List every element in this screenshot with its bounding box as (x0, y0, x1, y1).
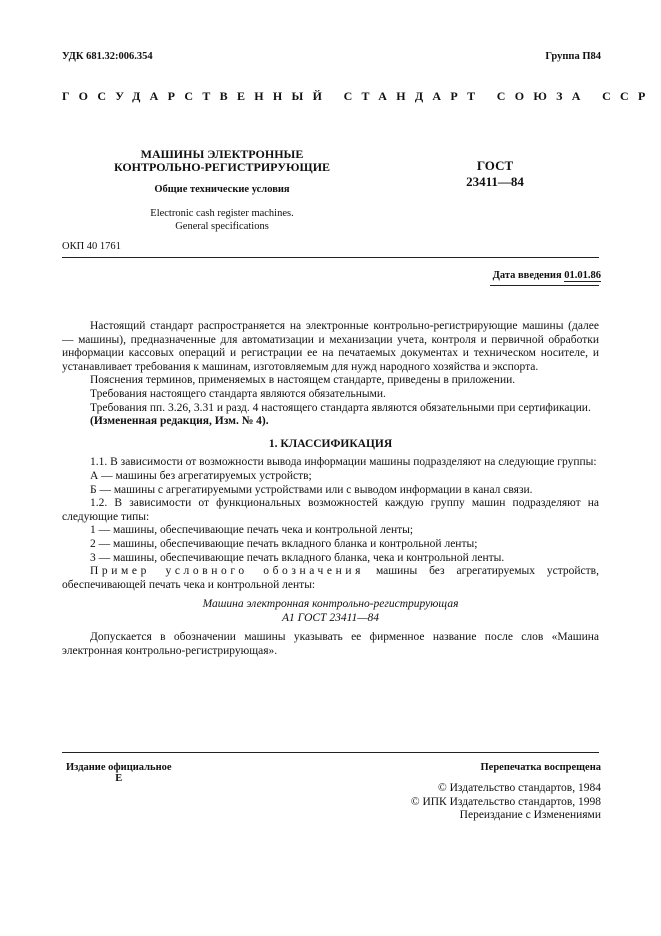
type-1: 1 — машины, обеспечивающие печать чека и контрольной ленты; (90, 524, 414, 537)
intro-paragraph: Настоящий стандарт распространяется на электронные контрольно-регистрирующие машины (далее — машины), предназначенные для автоматизации и механизации учета, контроля и первичной обработки информации кассовых операций и регистрации ее на печатаемых документах и техническом носителе, и устанавливает требования к машинам, изготовляемым для нужд народного хозяйства и экспорта. (62, 320, 599, 373)
intro-date-value: 01.01.86 (564, 270, 601, 281)
gost-designation (440, 158, 550, 190)
official-edition-label: Издание официальное (66, 762, 172, 773)
intro-date (493, 270, 601, 281)
udk-code: УДК 681.32:006.354 (62, 51, 153, 62)
group-a: А — машины без агрегатируемых устройств; (90, 469, 312, 482)
standard-title: ГОСУДАРСТВЕННЫЙ СТАНДАРТ СОЮЗА ССР (62, 89, 655, 103)
intro-date-label: Дата введения (492, 270, 562, 281)
copyright-1998: © ИПК Издательство стандартов, 1998 (410, 795, 601, 808)
reissue-notice: Переиздание с Изменениями (459, 809, 601, 822)
official-edition-mark: Е (115, 773, 123, 784)
title-line-1: МАШИНЫ ЭЛЕКТРОННЫЕ (140, 147, 304, 161)
intro-terms: Пояснения терминов, применяемых в настоящем стандарте, приведены в приложении. (90, 374, 516, 387)
intro-certification: Требования пп. 3.26, 3.31 и разд. 4 настоящего стандарта являются обязательными при сертификации. (90, 401, 591, 414)
title-subtitle: Общие технические условия (154, 184, 290, 195)
title-english-2: General specifications (175, 221, 269, 232)
gost-number: 23411—84 (466, 174, 524, 189)
title-english-1: Electronic cash register machines. (150, 208, 294, 219)
intro-date-rule (490, 285, 599, 286)
header-divider (62, 257, 599, 258)
type-2: 2 — машины, обеспечивающие печать вкладного бланка и контрольной ленты; (90, 537, 478, 550)
example-paragraph (62, 565, 599, 592)
intro-amendment: (Измененная редакция, Изм. № 4). (90, 415, 269, 428)
allowed-paragraph: Допускается в обозначении машины указывать ее фирменное название после слов «Машина электронная контрольно-регистрирующая». (62, 631, 599, 658)
designation-line-1: Машина электронная контрольно-регистрирующая (202, 598, 459, 611)
type-3: 3 — машины, обеспечивающие печать вкладного бланка, чека и контрольной ленты. (90, 551, 505, 564)
okp-code: ОКП 40 1761 (62, 241, 121, 252)
title-line-2: КОНТРОЛЬНО-РЕГИСТРИРУЮЩИЕ (113, 160, 331, 174)
example-text: машины без агрегатируемых устройств, обеспечивающей печать чека и контрольной ленты: (62, 565, 599, 591)
document-body (62, 320, 599, 659)
copyright-1984: © Издательство стандартов, 1984 (437, 782, 601, 794)
clause-1-2: 1.2. В зависимости от функциональных возможностей каждую группу машин подразделяют на следующие типы: (62, 497, 599, 523)
official-edition (66, 762, 172, 784)
gost-label: ГОСТ (476, 158, 514, 173)
group-code: Группа П84 (545, 51, 601, 62)
copyright-block (411, 782, 601, 823)
example-label: Пример условного обозначения (90, 565, 365, 578)
reprint-notice: Перепечатка воспрещена (480, 762, 601, 773)
designation-line-2: А1 ГОСТ 23411—84 (282, 611, 379, 624)
group-b: Б — машины с агрегатируемыми устройствами или с выводом информации в канал связи. (90, 483, 533, 496)
clause-1-1: 1.1. В зависимости от возможности вывода информации машины подразделяют на следующие группы: (90, 456, 597, 469)
document-title-block (62, 148, 382, 233)
section-heading-classification: 1. КЛАССИФИКАЦИЯ (268, 437, 393, 450)
intro-mandatory: Требования настоящего стандарта являются обязательными. (90, 387, 386, 400)
footer-divider (62, 752, 599, 753)
